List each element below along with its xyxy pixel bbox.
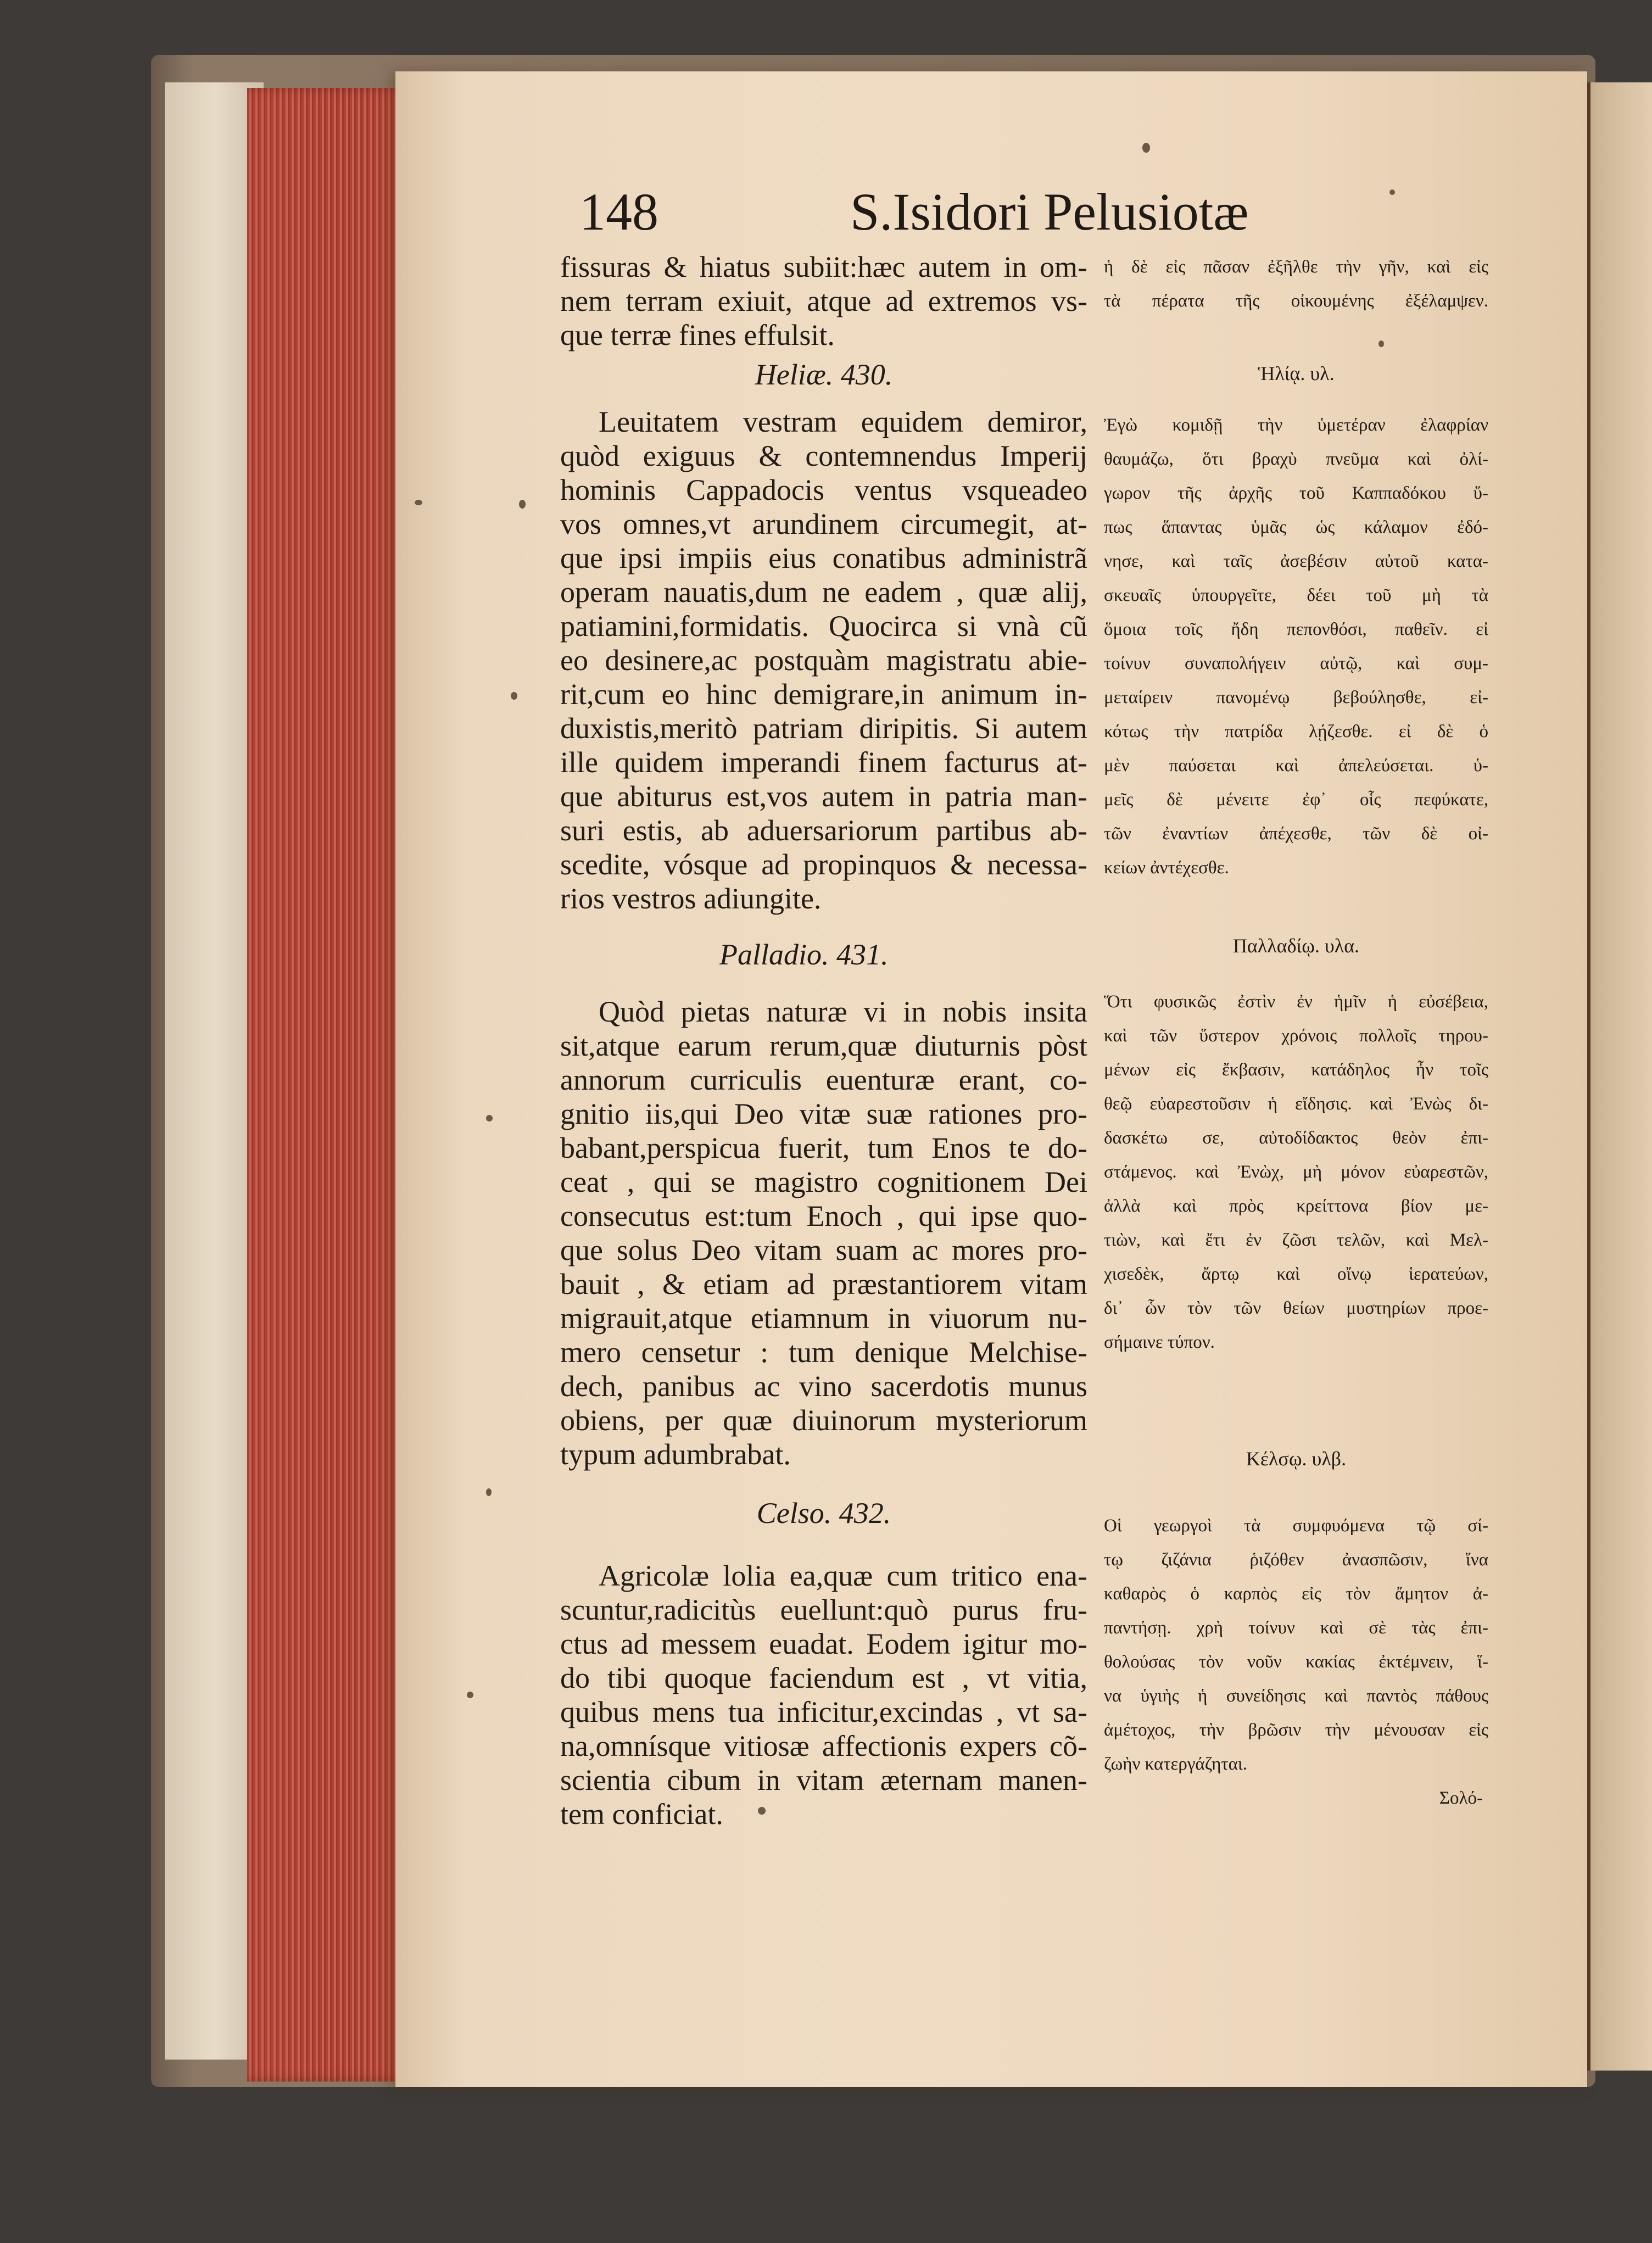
- text-line: mero censetur : tum denique Melchise-: [560, 1336, 1087, 1369]
- text-line: scuntur,radicitùs euellunt:quò purus fru-: [560, 1593, 1087, 1626]
- foxing-spot: [486, 1488, 492, 1496]
- text-line: tem conficiat.: [560, 1798, 723, 1831]
- text-line: dech, panibus ac vino sacerdotis munus: [560, 1370, 1087, 1403]
- latin-celso: [560, 1559, 1087, 1831]
- text-line: nem terram exiuit, atque ad extremos vs-: [560, 284, 1087, 317]
- greek-intro: [1104, 250, 1488, 318]
- text-line: patiamini,formidatis. Quocirca si vnà cũ: [560, 610, 1087, 643]
- text-line: typum adumbrabat.: [560, 1438, 791, 1471]
- text-line: Ὅτι φυσικῶς ἐστὶν ἐν ἡμῖν ἡ εὐσέβεια,: [1104, 992, 1488, 1012]
- foxing-spot: [1389, 189, 1395, 195]
- text-line: na,omnísque vitiosæ affectionis expers cõ-: [560, 1729, 1087, 1762]
- text-line: rit,cum eo hinc demigrare,in animum in-: [560, 678, 1087, 711]
- text-line: ἀμέτοχος, τὴν βρῶσιν τὴν μένουσαν εἰς: [1104, 1720, 1488, 1740]
- text-line: Leuitatem vestram equidem demiror,: [599, 405, 1087, 438]
- text-line: que ipsi impiis eius conatibus administrã: [560, 542, 1087, 574]
- text-line: τῶν ἐναντίων ἀπέχεσθε, τῶν δὲ οἰ-: [1104, 824, 1488, 844]
- section-heading-palladio: Palladio. 431.: [719, 938, 889, 971]
- greek-helia: [1104, 408, 1488, 885]
- text-line: duxistis,meritò patriam diripitis. Si autem: [560, 712, 1087, 745]
- page-number: 148: [579, 182, 658, 241]
- text-line: eo desinere,ac postquàm magistratu abie-: [560, 644, 1087, 677]
- text-line: μένων εἰς ἔκβασιν, κατάδηλος ἦν τοῖς: [1104, 1060, 1488, 1080]
- text-line: θαυμάζω, ὅτι βραχὺ πνεῦμα καὶ ὀλί-: [1104, 449, 1488, 469]
- text-line: que abiturus est,vos autem in patria man-: [560, 780, 1087, 813]
- text-line: babant,perspicua fuerit, tum Enos te do-: [560, 1131, 1087, 1164]
- text-line: migrauit,atque etiamnum in viuorum nu-: [560, 1302, 1087, 1335]
- foxing-spot: [1142, 143, 1150, 153]
- text-line: que terræ fines effulsit.: [560, 319, 835, 351]
- text-line: τιὼν, καὶ ἔτι ἐν ζῶσι τελῶν, καὶ Μελ-: [1104, 1230, 1488, 1250]
- text-line: θεῷ εὐαρεστοῦσιν ἡ εἴδησις. καὶ Ἐνὼς δι-: [1104, 1094, 1488, 1114]
- section-heading-helia: Heliæ. 430.: [755, 358, 893, 391]
- text-line: ζωὴν κατεργάζηται.: [1104, 1754, 1248, 1774]
- text-line: μεῖς δὲ μένειτε ἐφ᾽ οἷς πεφύκατε,: [1104, 790, 1488, 810]
- red-page-edges: [247, 88, 412, 2082]
- text-line: μεταίρειν πανομένῳ βεβούλησθε, εἰ-: [1104, 688, 1488, 707]
- text-line: que solus Deo vitam suam ac mores pro-: [560, 1234, 1087, 1266]
- foxing-spot: [467, 1692, 473, 1698]
- text-line: gnitio iis,qui Deo vitæ suæ rationes pro-: [560, 1097, 1087, 1130]
- text-line: πως ἅπαντας ὑμᾶς ὡς κάλαμον ἐδό-: [1104, 517, 1488, 537]
- section-heading-celso: Celso. 432.: [756, 1497, 891, 1530]
- text-line: νησε, καὶ ταῖς ἀσεβέσιν αὐτοῦ κατα-: [1104, 551, 1488, 571]
- text-line: rios vestros adiungite.: [560, 882, 822, 915]
- text-line: θολούσας τὸν νοῦν κακίας ἐκτέμνειν, ἵ-: [1104, 1652, 1488, 1672]
- greek-column: [1104, 250, 1488, 1815]
- text-line: σκευαῖς ὑπουργεῖτε, δέει τοῦ μὴ τὰ: [1104, 585, 1488, 605]
- text-line: suri estis, ab aduersariorum partibus ab-: [560, 814, 1087, 847]
- foxing-spot: [511, 692, 517, 700]
- text-line: ctus ad messem euadat. Eodem igitur mo-: [560, 1627, 1087, 1660]
- text-line: bauit , & etiam ad præstantiorem vitam: [560, 1268, 1087, 1301]
- text-line: operam nauatis,dum ne eadem , quæ alij,: [560, 576, 1087, 609]
- text-line: hominis Cappadocis ventus vsqueadeo: [560, 473, 1087, 506]
- catchword: Σολό-: [1439, 1788, 1483, 1808]
- text-line: δι᾽ ὧν τὸν τῶν θείων μυστηρίων προε-: [1104, 1298, 1488, 1318]
- greek-heading-celso: Κέλσῳ. υλβ.: [1246, 1448, 1347, 1470]
- text-line: τοίνυν συναπολήγειν αὐτῷ, καὶ συμ-: [1104, 654, 1488, 673]
- text-line: annorum curriculis euenturæ erant, co-: [560, 1063, 1087, 1096]
- text-line: μὲν παύσεται καὶ ἀπελεύσεται. ὑ-: [1104, 756, 1488, 775]
- text-line: consecutus est:tum Enoch , qui ipse quo-: [560, 1199, 1087, 1232]
- text-line: σήμαινε τύπον.: [1104, 1332, 1215, 1352]
- text-line: τὰ πέρατα τῆς οἰκουμένης ἐξέλαμψεν.: [1104, 291, 1488, 311]
- latin-helia: [560, 405, 1087, 916]
- text-line: δασκέτω σε, αὐτοδίδακτος θεὸν ἐπι-: [1104, 1128, 1488, 1148]
- text-line: ceat , qui se magistro cognitionem Dei: [560, 1165, 1087, 1198]
- text-line: ἡ δὲ εἰς πᾶσαν ἐξῆλθε τὴν γῆν, καὶ εἰς: [1104, 257, 1488, 277]
- text-line: vos omnes,vt arundinem circumegit, at-: [560, 507, 1087, 540]
- greek-heading-palladio: Παλλαδίῳ. υλα.: [1232, 935, 1360, 957]
- foxing-spot: [415, 500, 422, 505]
- text-line: sit,atque earum rerum,quæ diuturnis pòst: [560, 1029, 1087, 1062]
- text-line: ὅμοια τοῖς ἤδη πεπονθόσι, παθεῖν. εἰ: [1104, 620, 1488, 639]
- text-line: κείων ἀντέχεσθε.: [1104, 858, 1229, 878]
- text-line: να ὑγιὴς ἡ συνείδησις καὶ παντὸς πάθους: [1104, 1686, 1488, 1706]
- text-line: scientia cibum in vitam æternam manen-: [560, 1764, 1087, 1796]
- text-line: Agricolæ lolia ea,quæ cum tritico ena-: [599, 1559, 1087, 1592]
- latin-intro: [560, 250, 1087, 352]
- facing-page-sliver: [1587, 82, 1652, 2071]
- greek-celso: [1104, 1509, 1488, 1781]
- text-line: ille quidem imperandi finem facturus at-: [560, 746, 1087, 779]
- text-line: obiens, per quæ diuinorum mysteriorum: [560, 1404, 1087, 1437]
- text-line: fissuras & hiatus subiit:hæc autem in om-: [560, 250, 1087, 283]
- foxing-spot: [519, 500, 526, 509]
- foxing-spot: [486, 1115, 493, 1122]
- text-line: γωρον τῆς ἀρχῆς τοῦ Καππαδόκου ὕ-: [1104, 483, 1488, 503]
- text-line: στάμενος. καὶ Ἐνὼχ, μὴ μόνον εὐαρεστῶν,: [1104, 1162, 1488, 1182]
- text-line: χισεδὲκ, ἄρτῳ καὶ οἴνῳ ἱερατεύων,: [1104, 1264, 1488, 1284]
- greek-heading-helia: Ἡλίᾳ. υλ.: [1258, 362, 1335, 384]
- text-line: quibus mens tua inficitur,excindas , vt sa-: [560, 1695, 1087, 1728]
- text-line: Οἱ γεωργοὶ τὰ συμφυόμενα τῷ σί-: [1104, 1516, 1488, 1536]
- text-line: παντήσῃ. χρὴ τοίνυν καὶ σὲ τὰς ἐπι-: [1104, 1618, 1488, 1638]
- latin-column: [560, 250, 1087, 1831]
- text-line: καὶ τῶν ὕστερον χρόνοις πολλοῖς τηρου-: [1104, 1026, 1488, 1046]
- text-line: τῳ ζιζάνια ῥιζόθεν ἀνασπῶσιν, ἵνα: [1104, 1550, 1488, 1570]
- text-line: scedite, vósque ad propinquos & necessa-: [560, 848, 1087, 881]
- text-line: Ἐγὼ κομιδῇ τὴν ὑμετέραν ἐλαφρίαν: [1104, 415, 1488, 435]
- text-line: καθαρὸς ὁ καρπὸς εἰς τὸν ἄμητον ἀ-: [1104, 1584, 1488, 1604]
- text-line: do tibi quoque faciendum est , vt vitia,: [560, 1661, 1087, 1694]
- text-line: κότως τὴν πατρίδα λῄζεσθε. εἰ δὲ ὁ: [1104, 722, 1488, 741]
- text-line: Quòd pietas naturæ vi in nobis insita: [599, 995, 1087, 1028]
- running-title: S.Isidori Pelusiotæ: [850, 182, 1249, 241]
- text-line: ἀλλὰ καὶ πρὸς κρείττονα βίον με-: [1104, 1196, 1488, 1216]
- latin-palladio: [560, 995, 1087, 1471]
- greek-palladio: [1104, 985, 1488, 1359]
- text-line: quòd exiguus & contemnendus Imperij: [560, 439, 1087, 472]
